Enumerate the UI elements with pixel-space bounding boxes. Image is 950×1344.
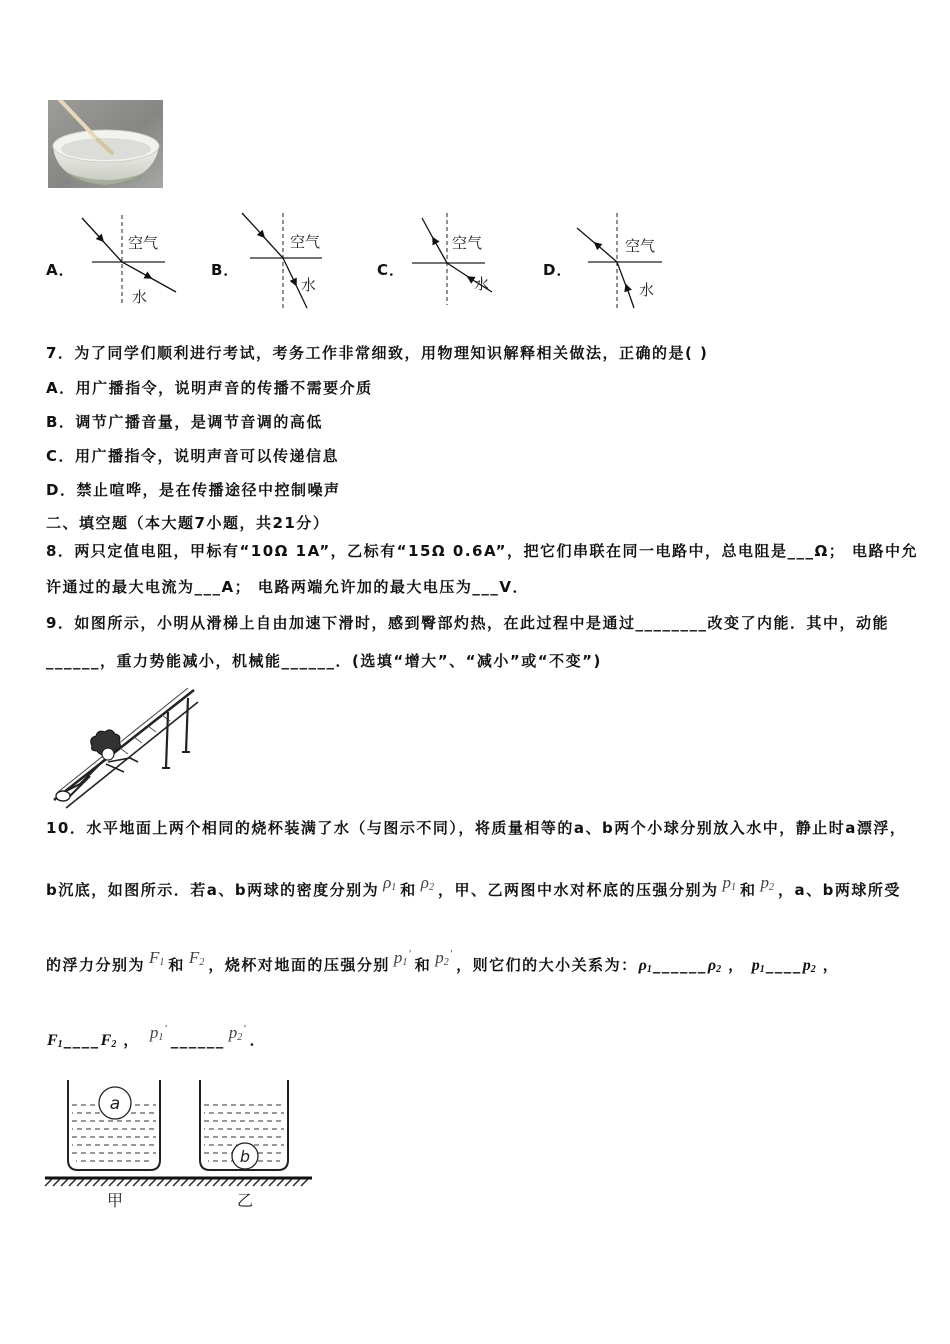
water-ray: [617, 262, 626, 286]
symbol-letter: ρ: [638, 957, 647, 974]
F-1-symbol: [149, 950, 164, 973]
section-heading: 二、填空题（本大题7小题，共21分）: [46, 514, 330, 532]
air-ray: [577, 228, 597, 245]
p-1-prime-symbol: [150, 1025, 167, 1048]
air-ray-arrow: [433, 238, 447, 263]
water-label: 水: [132, 288, 148, 306]
slide-rail-outer: [54, 690, 194, 800]
symbol-subscript: 2: [716, 964, 722, 975]
q10-line-3: [46, 950, 845, 980]
kid-shoe: [56, 791, 70, 801]
symbol-letter: p: [435, 950, 444, 967]
q10-text: 和: [168, 956, 185, 974]
answer-blank: ______: [170, 1031, 225, 1049]
beakers-figure: [40, 1068, 320, 1213]
symbol-prime: ′: [408, 950, 411, 960]
symbol-subscript: 1: [730, 882, 736, 893]
q10-text: ，a、b两球所受: [778, 881, 901, 899]
beaker-yi-label: 乙: [236, 1191, 254, 1210]
ground-hatching: [45, 1179, 308, 1186]
diagram-option-b-label: B．: [211, 261, 240, 279]
symbol-letter: F: [100, 1032, 112, 1049]
symbol-subscript: 1: [391, 882, 397, 893]
answer-blank: ______: [652, 956, 707, 974]
slide-edge: [58, 688, 188, 792]
q10-separator: ，: [123, 1031, 140, 1049]
q10-text: ，甲、乙两图中水对杯底的压强分别为: [437, 881, 719, 899]
q10-line-4: [46, 1025, 266, 1055]
symbol-subscript: 1: [57, 1039, 63, 1050]
air-ray: [422, 218, 434, 240]
beaker-jia-label: 甲: [106, 1191, 124, 1210]
q10-text: b沉底，如图所示．若a、b两球的密度分别为: [46, 881, 380, 899]
incident-ray-arrow: [82, 218, 103, 241]
water-ray-arrow: [626, 285, 634, 308]
symbol-letter: p: [393, 950, 403, 967]
q10-end-mark: ．: [249, 1031, 267, 1049]
q7-option-c: C．用广播指令，说明声音可以传递信息: [46, 447, 340, 465]
p-2-symbol: [761, 875, 775, 898]
p-2-prime-symbol: [229, 1025, 246, 1048]
q10-text: 的浮力分别为: [46, 956, 146, 974]
q10-text: ，烧杯对地面的压强分别: [208, 956, 390, 974]
air-label: 空气: [290, 233, 321, 251]
F-2-symbol: [189, 950, 204, 973]
symbol-letter: p: [802, 957, 811, 974]
symbol-prime: ′: [164, 1025, 167, 1035]
p-1-inline: [752, 951, 765, 980]
water-label: 水: [301, 276, 317, 294]
q10-separator: ，: [822, 956, 840, 974]
symbol-letter: F: [149, 950, 160, 967]
symbol-letter: ρ: [420, 875, 429, 892]
slide-illustration: [50, 688, 200, 810]
F-1-inline: [47, 1026, 63, 1055]
answer-blank: ____: [765, 956, 802, 974]
symbol-letter: p: [228, 1025, 238, 1042]
symbol-subscript: 2: [428, 882, 434, 893]
rho-1-inline: [639, 951, 652, 980]
q10-text: 和: [739, 881, 757, 899]
q7-stem: 7．为了同学们顺利进行考试，考务工作非常细致，用物理知识解释相关做法，正确的是( ): [46, 344, 709, 362]
q9-line-2: ______，重力势能减小，机械能______．(选填“增大”、“减小”或“不变”): [46, 652, 602, 670]
symbol-letter: F: [188, 950, 200, 967]
symbol-letter: ρ: [383, 875, 392, 892]
beaker-yi: [200, 1080, 288, 1170]
symbol-subscript: 2: [810, 964, 816, 975]
symbol-subscript: 2: [199, 957, 205, 968]
answer-blank: ____: [63, 1031, 100, 1049]
symbol-subscript: 1: [158, 1032, 164, 1043]
ray-diagram-a: [70, 205, 190, 315]
symbol-subscript: 2: [443, 957, 449, 968]
symbol-subscript: 2: [237, 1032, 243, 1043]
symbol-subscript: 1: [646, 964, 652, 975]
diagram-option-c-label: C．: [377, 261, 406, 279]
q9-line-1: 9．如图所示，小明从滑梯上自由加速下滑时，感到臀部灼热，在此过程中是通过________改变了内能．其中，动能: [46, 614, 889, 632]
symbol-prime: ′: [243, 1025, 246, 1035]
q10-line-2: [46, 875, 901, 905]
q8-line-1: 8．两只定值电阻，甲标有“10Ω 1A”，乙标有“15Ω 0.6A”，把它们串联在同一电路中，总电阻是___Ω； 电路中允: [46, 542, 919, 560]
q10-text: 和: [400, 881, 417, 899]
symbol-letter: p: [760, 875, 769, 892]
p-2-prime-symbol: [435, 950, 452, 973]
q10-separator: ，: [728, 956, 745, 974]
q10-text: ，则它们的大小关系为：: [456, 956, 638, 974]
ball-b-label: b: [239, 1147, 251, 1166]
refracted-ray-arrow: [283, 258, 296, 285]
bowl-chopstick-photo: [48, 100, 163, 188]
p-1-prime-symbol: [394, 950, 411, 973]
water-ray: [447, 263, 470, 278]
air-label: 空气: [625, 237, 656, 255]
p-2-inline: [803, 951, 816, 980]
rho-2-inline: [708, 951, 721, 980]
symbol-letter: p: [722, 875, 731, 892]
diagram-option-d-label: D．: [543, 261, 573, 279]
refracted-ray-arrow: [122, 262, 151, 278]
incident-ray: [262, 235, 283, 258]
p-1-symbol: [722, 875, 736, 898]
symbol-letter: F: [47, 1032, 58, 1049]
q7-option-d: D．禁止喧哗，是在传播途径中控制噪声: [46, 481, 341, 499]
rho-2-symbol: [421, 875, 434, 898]
beaker-jia: [68, 1080, 160, 1170]
diagram-option-a-label: A．: [46, 261, 75, 279]
F-2-inline: [101, 1026, 117, 1055]
symbol-letter: ρ: [707, 957, 717, 974]
incident-ray: [101, 239, 122, 262]
symbol-letter: p: [149, 1025, 159, 1042]
ray-diagram-b: [235, 205, 355, 315]
slide-rail-inner: [66, 702, 198, 808]
rho-1-symbol: [383, 875, 396, 898]
symbol-subscript: 2: [769, 882, 774, 893]
kid-arms: [106, 758, 138, 772]
q10-text: 和: [414, 956, 432, 974]
air-label: 空气: [452, 234, 483, 252]
q10-line-1: 10．水平地面上两个相同的烧杯装满了水（与图示不同），将质量相等的a、b两个小球分别放入水中，静止时a漂浮，: [46, 819, 907, 837]
water-label: 水: [639, 281, 655, 299]
water-label: 水: [474, 275, 490, 293]
refracted-ray: [149, 277, 176, 292]
symbol-subscript: 1: [159, 957, 165, 968]
ray-diagram-c: [400, 205, 520, 315]
kid-face: [102, 748, 114, 760]
q7-option-a: A．用广播指令，说明声音的传播不需要介质: [46, 379, 373, 397]
symbol-subscript: 1: [402, 957, 408, 968]
symbol-prime: ′: [449, 950, 453, 960]
q7-option-b: B．调节广播音量，是调节音调的高低: [46, 413, 323, 431]
incident-ray-arrow: [242, 213, 264, 237]
ray-diagram-d: [565, 205, 685, 315]
q8-line-2: 许通过的最大电流为___A； 电路两端允许加的最大电压为___V．: [46, 578, 529, 596]
symbol-subscript: 2: [111, 1039, 117, 1050]
symbol-subscript: 1: [759, 964, 765, 975]
air-ray-arrow: [595, 243, 617, 262]
slide-shading: [120, 715, 170, 754]
ball-a-label: a: [109, 1094, 121, 1114]
air-label: 空气: [128, 234, 159, 252]
symbol-letter: p: [751, 957, 760, 974]
